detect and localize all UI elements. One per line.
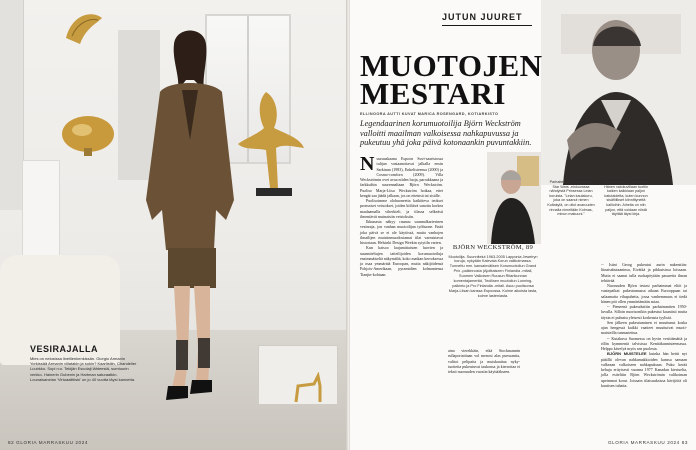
body-paragraph: Ikkunasta näkyy raunuu saunnalkarterinen vesinraja, jon vanhan muotoilijan työhuone. Enää joka päivä se ei ole käytössä, mutta vanhojen ilmailijen muistinmuodostamat tilat varmistavat historiaan. Helsinki Design Weekin sytytiln varten. <box>360 219 443 245</box>
body-paragraph: -- Kutakuva Suomessa on hyvin vesittämättä ja rillin kymmentä talvisissa Kenttäkunnisteemassa. Helppo kävelyä myös sen puolesta. <box>601 335 687 351</box>
portrait-illustration <box>541 0 696 185</box>
byline: ELLINOORA AUTTI KUVAT MARICA ROSENGARD, KOTIARKISTO <box>360 112 499 116</box>
body-paragraph: Sen jälkeen pukeutuminen ei muuttunut koska ajan hengessä kaikki vaatteet muuttuivat muoti-maisteilla tunnustettua. <box>601 319 687 336</box>
wall-panel <box>0 0 24 210</box>
left-page <box>0 0 346 450</box>
body-paragraph: -- Pieneenä pukeuduttiin parhaimmiten 1950-luvulla. Silloin nuorisonikin pukeutui kauniisti mutta täysin ei puhuttu yleisesti korkeasta tyylistä. <box>601 304 687 320</box>
left-caption <box>30 344 140 382</box>
recent-photo-illustration <box>487 152 541 244</box>
body-paragraph: aina vierekkäin, eikä Stockmannin rullaportaittaan vol menosi alas puessantta, valtiot pelipaita ja muiskauttaa nyky-tuotteita pukeutuvat taukonsa ja kierrottaa ei teksti nuoruuden vuosiin käyttääkseen. <box>448 348 520 374</box>
headline-line-1: MUOTOJEN <box>360 48 543 83</box>
body-paragraph: -- Isäni Georg pukeutui aurin nakenttiin: liinaisabutaaninsa, Eivätkä ja pikkuisissa loissaan. Mutta ei saanut tullа ruokapöytään pasuretta ilman tehtävää. <box>601 262 687 283</box>
photo-caption-2: Parikoja Björn on pitänyt aina. Hänen valokuvillaan tuotiin kaiken kaikkiaan paljon katutaidetta, kuten kunnon sisäfiilikset kiinnittyneitä kallioihin. Aiheita on niin paljon, että voidaan niistä täyttää täysi kirja. <box>601 180 651 217</box>
headline-line-2: MESTARI <box>360 76 506 111</box>
body-column-1 <box>360 153 443 277</box>
drop-cap: N <box>360 153 375 175</box>
section-tag: JUTUN JUURET <box>442 12 523 22</box>
subhead: BJÖRN MUISTELEE <box>607 351 647 357</box>
body-paragraph <box>601 351 687 388</box>
fact-box-text: Muotoilija. Suunnitelut 1963-2005 Lapponia Jewelryn koruja, nykyään Kalevala Korun valikoimassa. Tunnettu mm. kansainvälisen Korumuotoilun Grand Prix -palkinnosta (Ajoittaiseen Finlandia -mitali, Suomen Valkoisen Ruusun Ritarikunnan komentajamerkki, Teollisen muotoilun Lunning-palkinto ja Pro Finlandia -mitali. Asuu puolisonsa Marja-Liisan kanssa Espoossa. Kolme aikuista lasta, kolme lastenlasta. <box>448 254 538 298</box>
gold-head-sculpture <box>58 110 122 156</box>
right-page-footer: GLORIA MARRASKUU 2024 83 <box>607 440 688 445</box>
gold-deer-figurine <box>290 372 326 406</box>
article-headline <box>360 48 543 111</box>
body-text: kuinka hän heitti nyt pääillä olevan nahkamakkioiden kanssa samaan valkeaan valkoiseen nahkapukuun. Puku kerää kehuja erityisesti vuonna 1977 Kanadan kiertuelta, jolla esiteltiin Björn Weckströmin valikoiman upeimmat korut. Joissain tilaisuuksissa kävijöitä oli kuutisen tuhatta. <box>601 351 688 388</box>
interior-photo <box>0 0 346 450</box>
model-figure <box>138 20 248 410</box>
body-text: uuruuskaana Espoon Suvi-saaristossa tulijan vastaanottavat jalkalla ensin Sarkinan (1983), Enkelisteensa (2000) ja Cosmo-comforn (2009). Villa Weckströmin ovet avaa niiden luoja, parrakkaana ja farkkuihin suurennaltaan Björn Weckström. Puoliso Marja-Liisa Weckström hoikaa, ettei kengät saa jäädä jalkaan, jos on etteinsä tai sisälle. <box>360 156 443 198</box>
gold-sculpture-top <box>62 8 106 48</box>
left-caption-title: VESIRAJALLA <box>30 344 99 354</box>
fact-box <box>448 244 538 299</box>
body-column-3 <box>601 262 687 388</box>
body-paragraph: Nuoruuden Björn testasi parhaimmat eliöt ja vaatepaikat: pukeutumassa aikaan Eurooppaan tai salaamatta vihapuhetta, jossa vanhemmuus ei tiedä hänen piti ollen ymmärtämään asiaa. <box>601 283 687 304</box>
designer-recent-photo <box>487 152 541 244</box>
section-tag-rule <box>442 25 532 26</box>
body-column-2 <box>448 348 520 374</box>
body-paragraph: Puolisoimme olohuoneetta katkitteva teokset pronssiset veistokset, joiden kiiltävä sanottu korkea maalaamalla viherkieli, ja tilassa selkeästi ilmentävät muinaisiin veistoksiin. <box>360 198 443 219</box>
article-lede: Legendaarinen korumuotoilija Björn Weckström valloitti maailman valkoisessa nahkapuvussa ja pukeutuu yhä joka päivä kotonaankin puvuntakkiin. <box>360 119 532 148</box>
left-caption-text: Mies on nelosissa lineilienkenkissän. Giorgio Armanin Yorkissää Armanin villatakin ja sokin? Kaarlistiin, Chandelier Luuirkko. Sopi n:o. Tekijän Escolaji lähteestä, sumtuurin verkko. Hainerin Gubenin ja Hartman saturaatkin. Lounaisanelan 'Virtuaalitiiski' on jo 40 vuotta täysi kannetta. <box>30 356 137 382</box>
fact-box-title: BJÖRN WECKSTRÖM, 89 <box>452 244 534 251</box>
photo-caption-1: Parhaiten Björn tunnetaan Star Wars -elokuvassa nähdyistä Prinsessa Leian koruista. "Leian kaulakoru, joka on saanut nimen Kultakylä, on ollut avaruuden rinnalla nimeltään Kolmas, minun makuuni." <box>547 180 595 217</box>
left-page-footer: 82 GLORIA MARRASKUU 2024 <box>8 440 89 445</box>
body-paragraph <box>360 153 443 198</box>
right-page <box>350 0 696 450</box>
body-paragraph: Kun katsoo laajamittaisten luovien ja suunniteltujen taiteilijoiden korumuotoiluja ensimmäiseltä näkymältä, koko matkan kerroksessa ja osaa ymmärtää Euroopan, mutta näkijöidensä Pohjois-Amerikaan, pyramidien kolmantensa Tianjin-kohtaan. <box>360 245 443 277</box>
designer-portrait-photo <box>541 0 696 185</box>
